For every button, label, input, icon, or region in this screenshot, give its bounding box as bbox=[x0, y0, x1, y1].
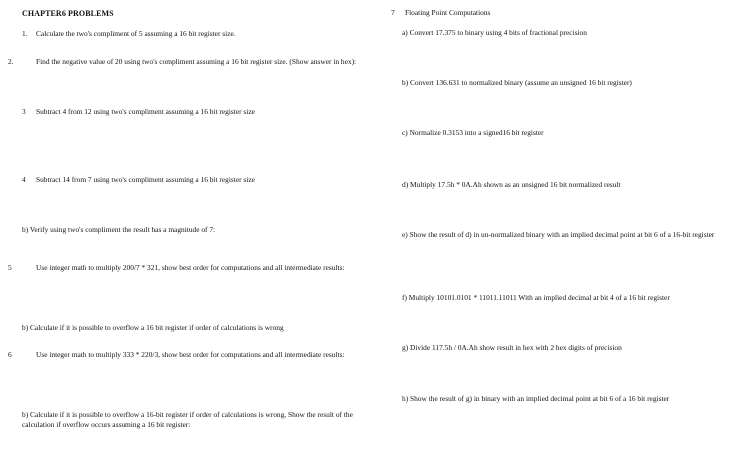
question-4 bbox=[22, 175, 255, 185]
question-number: 6 bbox=[8, 350, 12, 359]
question-3 bbox=[22, 107, 255, 117]
question-text: Calculate the two's compliment of 5 assuming a 16 bit register size. bbox=[36, 29, 236, 38]
question-5 bbox=[8, 263, 356, 273]
question-text: Subtract 14 from 7 using two's compliment assuming a 16 bit register size bbox=[36, 175, 255, 184]
question-number: 1. bbox=[22, 29, 28, 38]
question-text: Floating Point Computations bbox=[405, 8, 491, 17]
question-7a: a) Convert 17.375 to binary using 4 bits of fractional precision bbox=[402, 28, 587, 37]
question-number: 2. bbox=[8, 57, 14, 66]
question-7b: b) Convert 136.631 to normalized binary (assume an unsigned 16 bit register) bbox=[402, 78, 632, 87]
question-number: 7 bbox=[391, 8, 395, 17]
question-7h: h) Show the result of g) in binary with an implied decimal point at bit 6 of a 16 bit register bbox=[402, 394, 670, 403]
question-7d: d) Multiply 17.5h * 0A.Ah shown as an unsigned 16 bit normalized result bbox=[402, 180, 621, 189]
question-number: 3 bbox=[22, 107, 26, 116]
question-5b: b) Calculate if it is possible to overflow a 16 bit register if order of calculations is wrong bbox=[22, 323, 284, 332]
question-number: 5 bbox=[8, 263, 12, 272]
question-2 bbox=[8, 57, 376, 67]
question-text: Subtract 4 from 12 using two's compliment assuming a 16 bit register size bbox=[36, 107, 255, 116]
question-6b: b) Calculate if it is possible to overflow a 16-bit register if order of calculations is wrong, Show the result of the calculation if overflow occurs assuming a 16 bit register: bbox=[22, 410, 353, 429]
question-7g: g) Divide 117.5h / 0A.Ah show result in hex with 2 hex digits of precision bbox=[402, 343, 622, 352]
question-7e: e) Show the result of d) in un-normalized binary with an implied decimal point at bit 6 of a 16-bit register bbox=[402, 230, 715, 239]
page-title: CHAPTER6 PROBLEMS bbox=[22, 9, 114, 18]
question-7f: f) Multiply 10101.0101 * 11011.11011 With an implied decimal at bit 4 of a 16 bit register bbox=[402, 293, 670, 302]
question-text: Use integer math to multiply 333 * 220/3, show best order for computations and all intermediate results: bbox=[36, 350, 345, 359]
question-text: Use integer math to multiply 200/7 * 321, show best order for computations and all intermediate results: bbox=[36, 263, 345, 272]
question-7c: c) Normalize 0.3153 into a signed16 bit register bbox=[402, 128, 544, 137]
question-number: 4 bbox=[22, 175, 26, 184]
question-4b: b) Verify using two's compliment the result has a magnitude of 7: bbox=[22, 225, 216, 234]
question-6 bbox=[8, 350, 356, 360]
question-text: Find the negative value of 20 using two's compliment assuming a 16 bit register size. (Show answer in hex): bbox=[36, 57, 357, 66]
question-7 bbox=[391, 8, 490, 18]
question-1 bbox=[22, 29, 236, 39]
